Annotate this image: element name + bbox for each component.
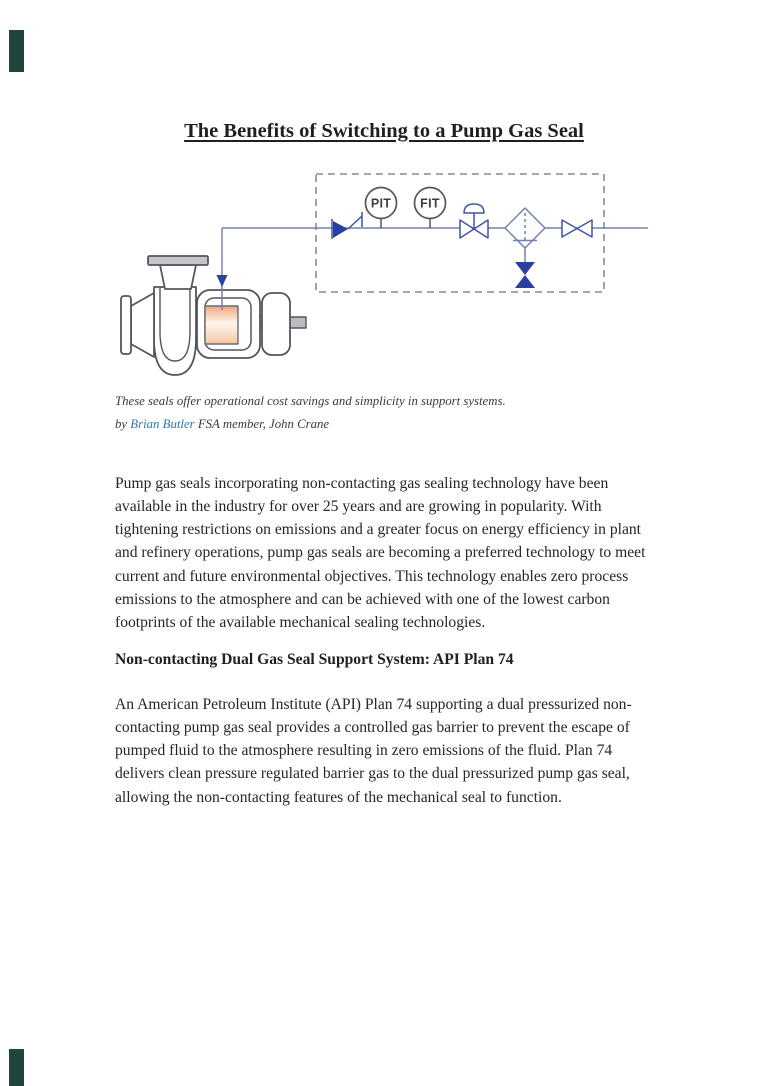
byline: [115, 416, 660, 432]
pump-suction-flange: [121, 296, 131, 354]
isolation-valve-icon: [562, 220, 592, 237]
pit-label: PIT: [370, 196, 392, 211]
plan-74-paragraph: An American Petroleum Institute (API) Plan 74 supporting a dual pressurized non-contacting pump gas seal provides a controlled gas barrier to prevent the escape of pumped fluid to the atmosphere resulting in zero emissions of the fluid. Plan 74 delivers clean pressure regulated barrier gas to the dual pressurized pump gas seal, allowing the non-contacting features of the mechanical seal to function.: [115, 695, 632, 806]
pressure-regulator-icon: [460, 204, 488, 238]
pump-bearing-housing: [262, 293, 290, 355]
gas-seal-cartridge: [205, 306, 238, 344]
pump-gas-seal-diagram: [110, 163, 655, 395]
check-valve-icon: [332, 212, 362, 239]
byline-rest: FSA member, John Crane: [194, 417, 330, 431]
filter-icon: [505, 208, 545, 262]
page-corner-mark-bottom: [9, 1049, 24, 1086]
pump-illustration: [121, 256, 306, 375]
plan-74-schematic-illustration: [110, 163, 655, 395]
flow-arrow-icon: [217, 275, 228, 287]
fit-label: FIT: [420, 196, 440, 211]
author-link[interactable]: Brian Butler: [130, 417, 195, 431]
page-title: The Benefits of Switching to a Pump Gas Seal: [184, 119, 584, 142]
section-heading: Non-contacting Dual Gas Seal Support System: API Plan 74: [115, 650, 514, 668]
byline-prefix: by: [115, 417, 131, 431]
intro-paragraph: Pump gas seals incorporating non-contacting gas sealing technology have been available in the industry for over 25 years and are growing in popularity. With tightening restrictions on emissions and a greater focus on energy efficiency in plant and refinery operations, pump gas seals are becoming a preferred technology to meet current and future environmental objectives. This technology enables zero process emissions to the atmosphere and can be achieved with one of the lowest carbon footprints of the available mechanical sealing technologies.: [115, 474, 646, 632]
page-corner-mark-top: [9, 30, 24, 72]
pump-discharge-neck: [160, 265, 196, 289]
figure-caption: These seals offer operational cost savings and simplicity in support systems.: [115, 394, 506, 408]
pump-suction-cone: [131, 293, 154, 357]
flow-transmitter-instrument: [415, 188, 446, 229]
pressure-transmitter-instrument: [366, 188, 397, 229]
pump-discharge-flange: [148, 256, 208, 265]
drain-valve-icon: [515, 262, 535, 288]
